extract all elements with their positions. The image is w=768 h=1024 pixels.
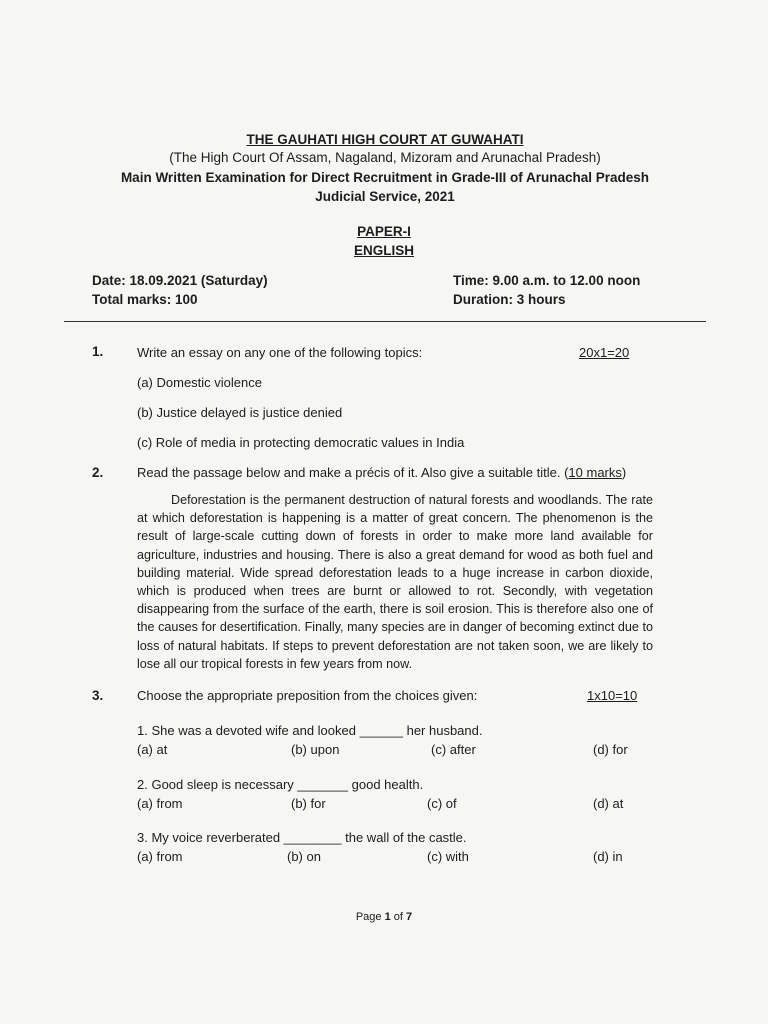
question-3-marks: 1x10=10 [587,688,638,703]
question-1-number: 1. [92,344,104,359]
question-3-item-2: 2. Good sleep is necessary _______ good health. [137,777,424,792]
exam-date: Date: 18.09.2021 (Saturday) [92,273,268,288]
question-3-item-2-choice-d: (d) at [593,796,624,811]
page-total: 7 [406,911,413,923]
question-1-option-c: (c) Role of media in protecting democratic values in India [137,435,465,450]
question-3-item-1-choice-d: (d) for [593,742,628,757]
page-footer [0,911,768,923]
question-3-item-2-choice-c: (c) of [427,796,457,811]
question-2-instruction: Read the passage below and make a précis of it. Also give a suitable title. ( [137,465,569,480]
question-3-item-2-choice-a: (a) from [137,796,183,811]
question-3-text: Choose the appropriate preposition from the choices given: [137,688,478,703]
header-divider [64,321,706,322]
question-2-number: 2. [92,465,104,480]
court-title: THE GAUHATI HIGH COURT AT GUWAHATI [246,132,524,147]
page-current: 1 [384,911,391,923]
document-header [60,132,710,206]
question-2-passage: Deforestation is the permanent destruction of natural forests and woodlands. The rate at which deforestation is happening is a matter of great concern. The phenomenon is the result of large-scale cutting down of forests in order to make more land available for agriculture, industries and housing. There is also a great demand for wood as both fuel and building material. Wide spread deforestation leads to a huge increase in carbon dioxide, which is produced when trees are burnt or allowed to rot. Secondly, with vegetation disappearing from the surface of the earth, there is soil erosion. This is therefore also one of the causes for desertification. Finally, many species are in danger of becoming extinct due to loss of natural habitats. If steps to prevent deforestation are not taken soon, we are likely to lose all our tropical forests in few years from now. [137,493,653,671]
question-3-item-1: 1. She was a devoted wife and looked ______ her husband. [137,723,483,738]
question-3-item-3-choice-b: (b) on [287,849,321,864]
total-marks: Total marks: 100 [92,292,198,307]
page-of: of [390,911,407,923]
exam-title [60,168,710,206]
question-1-option-b: (b) Justice delayed is justice denied [137,405,343,420]
exam-time: Time: 9.00 a.m. to 12.00 noon [453,273,641,288]
paper-heading [0,222,768,260]
question-1-option-a: (a) Domestic violence [137,375,262,390]
exam-duration: Duration: 3 hours [453,292,566,307]
question-2-marks: 10 marks [568,465,622,480]
question-3-number: 3. [92,688,104,703]
question-3-item-1-choice-a: (a) at [137,742,168,757]
question-1-marks: 20x1=20 [579,345,630,360]
question-3-item-1-choice-b: (b) upon [291,742,340,757]
question-2-close-paren: ) [621,465,627,480]
exam-title-line-1: Main Written Examination for Direct Recruitment in Grade-III of Arunachal Pradesh [120,170,650,185]
question-1-text: Write an essay on any one of the following topics: [137,345,423,360]
paper-subject: ENGLISH [353,243,414,258]
paper-number: PAPER-I [357,224,411,239]
question-3-item-3-choice-a: (a) from [137,849,183,864]
question-3-item-3-choice-c: (c) with [427,849,469,864]
page-label: Page [355,911,385,923]
question-3-item-2-choice-b: (b) for [291,796,326,811]
question-3-item-3: 3. My voice reverberated ________ the wall of the castle. [137,830,467,845]
exam-meta-right [453,271,640,309]
exam-meta-left [92,271,268,309]
question-2-text [137,465,626,480]
question-3-item-3-choice-d: (d) in [593,849,623,864]
exam-title-line-2: Judicial Service, 2021 [315,189,455,204]
question-3-item-1-choice-c: (c) after [431,742,476,757]
court-subtitle: (The High Court Of Assam, Nagaland, Mizoram and Arunachal Pradesh) [169,150,601,165]
